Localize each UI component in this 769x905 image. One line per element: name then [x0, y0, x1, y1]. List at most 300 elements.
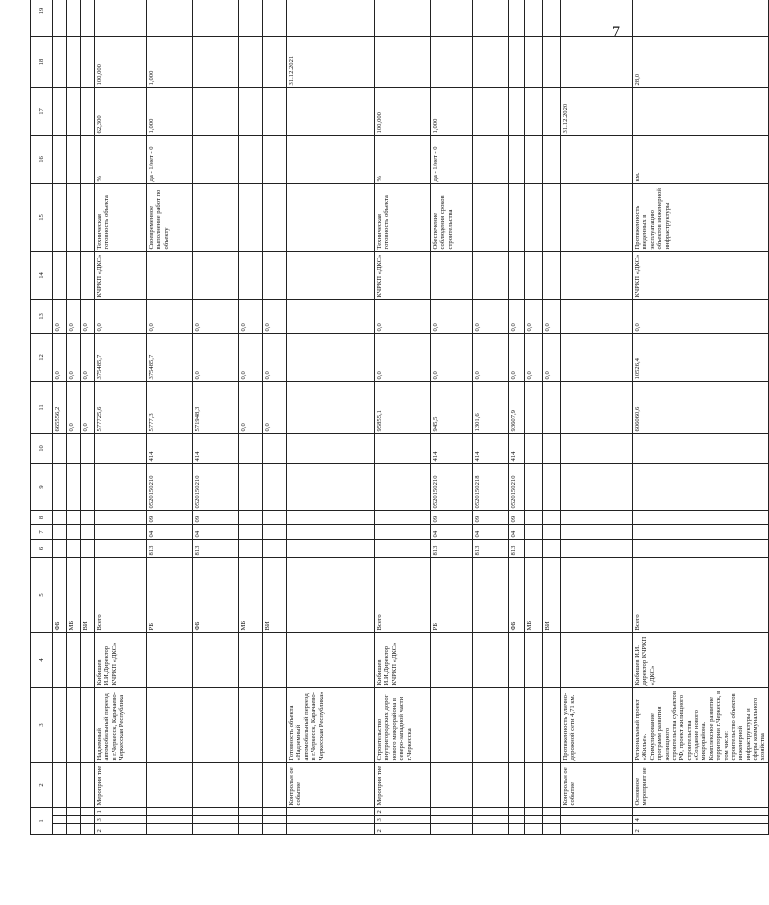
cell-c4 — [263, 632, 287, 687]
cell-c6 — [561, 539, 633, 557]
header-cell-9: 9 — [31, 463, 53, 510]
cell-c14 — [287, 251, 375, 299]
cell-c19 — [287, 0, 375, 36]
cell-c18 — [53, 36, 67, 87]
cell-c13 — [561, 299, 633, 333]
table-row — [287, 0, 375, 835]
cell-c3: Региональный проект «Жилье». Стимулирование программ развития жилищного строительства субъектов РФ, проект жилищного строительства «Создание нового микрорайона. Комплексное развитие территории г.Черкесск, в том числе: строительство объектов инженерной инфраструктуры и сферы коммунального хозяйства — [633, 687, 769, 762]
cell-c19 — [375, 0, 431, 36]
cell-c16 — [263, 135, 287, 183]
cell-c10 — [67, 433, 81, 463]
cell-c11: 0,0 — [263, 381, 287, 433]
cell-c5: РБ — [147, 557, 193, 632]
cell-n1 — [263, 824, 287, 835]
cell-c14 — [193, 251, 239, 299]
cell-c3: Протяженность улично-дорожной сети 4,71 км. — [561, 687, 633, 762]
cell-c12: 0,0 — [239, 333, 263, 381]
cell-c9 — [239, 463, 263, 510]
cell-c9 — [53, 463, 67, 510]
cell-c14: КЧРКП «ДКС» — [95, 251, 147, 299]
cell-n1 — [525, 824, 543, 835]
cell-c5 — [561, 557, 633, 632]
cell-c15 — [193, 183, 239, 251]
table-row — [193, 0, 239, 835]
cell-c18 — [543, 36, 561, 87]
cell-c12: 0,0 — [263, 333, 287, 381]
cell-c12: 0,0 — [509, 333, 525, 381]
cell-c7 — [525, 524, 543, 539]
cell-c13: 0,0 — [431, 299, 473, 333]
cell-n2 — [509, 816, 525, 824]
cell-c7 — [263, 524, 287, 539]
cell-c19 — [543, 0, 561, 36]
cell-c13: 0,0 — [147, 299, 193, 333]
cell-c10: 414 — [509, 433, 525, 463]
cell-c11: 95855,1 — [375, 381, 431, 433]
cell-n1: 2 — [375, 824, 431, 835]
cell-c7: 04 — [473, 524, 509, 539]
cell-c6 — [81, 539, 95, 557]
cell-c8 — [67, 510, 81, 524]
cell-c3 — [67, 687, 81, 762]
cell-n1: 2 — [633, 824, 769, 835]
cell-c4 — [431, 632, 473, 687]
cell-c18 — [375, 36, 431, 87]
header-cell-12: 12 — [31, 333, 53, 381]
cell-c16: % — [375, 135, 431, 183]
cell-c5: Всего — [95, 557, 147, 632]
cell-c4: Кибишев И.И. директор КЧРКП «ДКС» — [633, 632, 769, 687]
cell-c4 — [287, 632, 375, 687]
cell-c18 — [561, 36, 633, 87]
cell-c2: Контрольн ое событие — [287, 762, 375, 807]
cell-c19 — [525, 0, 543, 36]
cell-n2 — [287, 816, 375, 824]
cell-c19 — [53, 0, 67, 36]
cell-c6 — [287, 539, 375, 557]
cell-c18 — [239, 36, 263, 87]
table-row — [53, 0, 67, 835]
cell-c15: Обеспечение соблюдения сроков строительства — [431, 183, 473, 251]
cell-c16 — [561, 135, 633, 183]
cell-c19 — [239, 0, 263, 36]
cell-n3 — [561, 807, 633, 815]
cell-c2 — [525, 762, 543, 807]
cell-c14 — [81, 251, 95, 299]
cell-c7 — [81, 524, 95, 539]
cell-n3 — [509, 807, 525, 815]
cell-c12: 0,0 — [525, 333, 543, 381]
cell-c12: 0,0 — [193, 333, 239, 381]
cell-c9: 0520150210 — [431, 463, 473, 510]
cell-c17 — [525, 87, 543, 135]
cell-c8 — [287, 510, 375, 524]
cell-c9 — [543, 463, 561, 510]
cell-c18: 28,0 — [633, 36, 769, 87]
cell-c18 — [263, 36, 287, 87]
cell-c13 — [287, 299, 375, 333]
table-row — [263, 0, 287, 835]
cell-n3 — [431, 807, 473, 815]
cell-c5: ВИ — [543, 557, 561, 632]
cell-c4 — [561, 632, 633, 687]
cell-c16 — [525, 135, 543, 183]
cell-c2 — [509, 762, 525, 807]
cell-c3 — [239, 687, 263, 762]
cell-c13: 0,0 — [53, 299, 67, 333]
cell-c17 — [473, 87, 509, 135]
header-cell-8: 8 — [31, 510, 53, 524]
cell-c8 — [375, 510, 431, 524]
cell-c9: 0520150210 — [147, 463, 193, 510]
cell-c2 — [431, 762, 473, 807]
cell-c11: 93607,9 — [509, 381, 525, 433]
cell-c6 — [67, 539, 81, 557]
cell-c9 — [525, 463, 543, 510]
cell-c17: 1,000 — [147, 87, 193, 135]
cell-c11: 945,5 — [431, 381, 473, 433]
cell-c3: Готовность объекта «Надземный автомобильный переезд в г.Черкесск, Карачаево-Черкесская Республика» — [287, 687, 375, 762]
cell-c14 — [473, 251, 509, 299]
cell-c17: 1,000 — [431, 87, 473, 135]
table-row — [525, 0, 543, 835]
cell-c8: 09 — [193, 510, 239, 524]
cell-c17 — [543, 87, 561, 135]
cell-c9 — [95, 463, 147, 510]
cell-c13: 0,0 — [95, 299, 147, 333]
cell-n1: 2 — [95, 824, 147, 835]
cell-c12: 0,0 — [375, 333, 431, 381]
cell-c12: 0,0 — [53, 333, 67, 381]
cell-c17: 100,000 — [375, 87, 431, 135]
cell-c17 — [263, 87, 287, 135]
cell-n1 — [53, 824, 67, 835]
cell-c4 — [81, 632, 95, 687]
cell-c16 — [473, 135, 509, 183]
cell-n3 — [525, 807, 543, 815]
rotated-table-wrapper — [30, 7, 767, 835]
cell-n1 — [147, 824, 193, 835]
cell-c10 — [81, 433, 95, 463]
cell-c14 — [67, 251, 81, 299]
cell-n1 — [239, 824, 263, 835]
cell-c5: ВИ — [81, 557, 95, 632]
cell-n1 — [543, 824, 561, 835]
cell-n2 — [81, 816, 95, 824]
cell-c3 — [473, 687, 509, 762]
cell-c6 — [95, 539, 147, 557]
cell-c8: 09 — [473, 510, 509, 524]
cell-c14 — [561, 251, 633, 299]
header-cell-6: 6 — [31, 539, 53, 557]
cell-n1 — [473, 824, 509, 835]
header-cell-7: 7 — [31, 524, 53, 539]
cell-c5: ВИ — [263, 557, 287, 632]
cell-c15 — [525, 183, 543, 251]
cell-c18 — [67, 36, 81, 87]
cell-n3 — [193, 807, 239, 815]
cell-c16: да - 1/нет - 0 — [431, 135, 473, 183]
cell-c5: Всего — [633, 557, 769, 632]
table-row — [147, 0, 193, 835]
cell-c7 — [287, 524, 375, 539]
cell-c10 — [287, 433, 375, 463]
cell-c10 — [53, 433, 67, 463]
cell-c2 — [239, 762, 263, 807]
cell-n1 — [509, 824, 525, 835]
cell-c10: 414 — [147, 433, 193, 463]
cell-c6 — [633, 539, 769, 557]
cell-c9 — [561, 463, 633, 510]
cell-c6 — [525, 539, 543, 557]
cell-c5: МБ — [525, 557, 543, 632]
cell-c6: 813 — [431, 539, 473, 557]
cell-c17 — [633, 87, 769, 135]
cell-c4 — [67, 632, 81, 687]
cell-c8 — [633, 510, 769, 524]
cell-c15: Техническая готовность объекта — [375, 183, 431, 251]
cell-c18 — [473, 36, 509, 87]
cell-c15: Техническая готовность объекта — [95, 183, 147, 251]
cell-c11: 665556,2 — [53, 381, 67, 433]
cell-c13: 0,0 — [633, 299, 769, 333]
cell-c12 — [287, 333, 375, 381]
cell-n2: 4 — [633, 816, 769, 824]
cell-c19 — [147, 0, 193, 36]
cell-c2 — [147, 762, 193, 807]
cell-c12: 375485,7 — [95, 333, 147, 381]
cell-n1 — [81, 824, 95, 835]
cell-c16 — [81, 135, 95, 183]
cell-c2: Мероприя тие — [375, 762, 431, 807]
table-row — [239, 0, 263, 835]
cell-c5 — [287, 557, 375, 632]
cell-c4 — [525, 632, 543, 687]
cell-c3: Строительство внутригородских дорог нового микрорайона в северо-западной части г.Черкесска — [375, 687, 431, 762]
cell-c11: 606060,6 — [633, 381, 769, 433]
cell-c7 — [561, 524, 633, 539]
cell-c9 — [375, 463, 431, 510]
cell-c7: 04 — [147, 524, 193, 539]
cell-c10 — [543, 433, 561, 463]
cell-c6: 813 — [473, 539, 509, 557]
cell-c19 — [473, 0, 509, 36]
cell-n3 — [543, 807, 561, 815]
cell-c17 — [509, 87, 525, 135]
cell-n2 — [53, 816, 67, 824]
cell-c6 — [53, 539, 67, 557]
cell-c6 — [239, 539, 263, 557]
cell-c8 — [525, 510, 543, 524]
cell-c16 — [509, 135, 525, 183]
header-cell-19: 19 — [31, 0, 53, 36]
cell-n3 — [633, 807, 769, 815]
cell-c13: 0,0 — [375, 299, 431, 333]
cell-c13: 0,0 — [543, 299, 561, 333]
header-cell-13: 13 — [31, 299, 53, 333]
cell-c8 — [239, 510, 263, 524]
cell-c12: 0,0 — [543, 333, 561, 381]
cell-c4 — [147, 632, 193, 687]
cell-n2 — [67, 816, 81, 824]
cell-c17 — [287, 87, 375, 135]
cell-c4 — [543, 632, 561, 687]
cell-c3 — [81, 687, 95, 762]
cell-n3 — [81, 807, 95, 815]
cell-c14 — [263, 251, 287, 299]
cell-n3 — [263, 807, 287, 815]
cell-c10 — [525, 433, 543, 463]
cell-c7 — [633, 524, 769, 539]
cell-c16: да - 1/нет - 0 — [147, 135, 193, 183]
cell-c8 — [561, 510, 633, 524]
header-cell-4: 4 — [31, 632, 53, 687]
cell-c2: Контрольн ое событие — [561, 762, 633, 807]
cell-c18 — [193, 36, 239, 87]
cell-n2 — [147, 816, 193, 824]
cell-n2 — [473, 816, 509, 824]
cell-c19 — [431, 0, 473, 36]
cell-c7 — [543, 524, 561, 539]
cell-c9 — [67, 463, 81, 510]
cell-c15 — [263, 183, 287, 251]
cell-c18 — [431, 36, 473, 87]
cell-c2 — [81, 762, 95, 807]
cell-c14: КЧРКП «ДКС» — [633, 251, 769, 299]
cell-c5 — [473, 557, 509, 632]
cell-c16: км. — [633, 135, 769, 183]
cell-c13: 0,0 — [193, 299, 239, 333]
cell-c17 — [81, 87, 95, 135]
header-cell-17: 17 — [31, 87, 53, 135]
cell-c12: 0,0 — [67, 333, 81, 381]
cell-c5: МБ — [67, 557, 81, 632]
cell-c8 — [81, 510, 95, 524]
cell-c7 — [67, 524, 81, 539]
cell-n3: 2 — [375, 807, 431, 815]
cell-c2 — [53, 762, 67, 807]
cell-c18: 100,000 — [95, 36, 147, 87]
cell-c10 — [263, 433, 287, 463]
cell-c16 — [287, 135, 375, 183]
cell-c12: 0,0 — [473, 333, 509, 381]
cell-c13: 0,0 — [239, 299, 263, 333]
cell-c15: Протяженность введенных в эксплуатацию объектов инженерной инфраструктуры — [633, 183, 769, 251]
cell-c10 — [561, 433, 633, 463]
header-cell-1: 1 — [31, 807, 53, 834]
cell-c19 — [193, 0, 239, 36]
cell-c10 — [239, 433, 263, 463]
cell-c12: 375485,7 — [147, 333, 193, 381]
cell-c16 — [67, 135, 81, 183]
cell-c19 — [263, 0, 287, 36]
cell-c14 — [509, 251, 525, 299]
cell-c4: Кибишев И.И.Директор КЧРКП «ДКС» — [375, 632, 431, 687]
cell-c17 — [67, 87, 81, 135]
cell-c2 — [543, 762, 561, 807]
cell-c18 — [509, 36, 525, 87]
cell-c17: 31.12.2020 — [561, 87, 633, 135]
cell-c5: РБ — [431, 557, 473, 632]
cell-c4: Кибишев И.И.Директор КЧРКП «ДКС» — [95, 632, 147, 687]
cell-c4 — [53, 632, 67, 687]
table-row — [375, 0, 431, 835]
cell-c18: 1,000 — [147, 36, 193, 87]
cell-c18 — [525, 36, 543, 87]
cell-c16 — [543, 135, 561, 183]
cell-c11 — [561, 381, 633, 433]
cell-c11: 1301,6 — [473, 381, 509, 433]
cell-c8: 09 — [431, 510, 473, 524]
header-cell-14: 14 — [31, 251, 53, 299]
header-cell-3: 3 — [31, 687, 53, 762]
cell-c14 — [147, 251, 193, 299]
cell-c15 — [561, 183, 633, 251]
cell-n1 — [67, 824, 81, 835]
table-row — [95, 0, 147, 835]
cell-c9 — [263, 463, 287, 510]
table-row — [543, 0, 561, 835]
cell-c3 — [543, 687, 561, 762]
cell-c6: 813 — [509, 539, 525, 557]
cell-c17: 62,300 — [95, 87, 147, 135]
cell-c9 — [81, 463, 95, 510]
cell-c5: ФБ — [509, 557, 525, 632]
cell-c6 — [543, 539, 561, 557]
table-row — [81, 0, 95, 835]
cell-n2: 3 — [375, 816, 431, 824]
cell-c10: 414 — [431, 433, 473, 463]
cell-c12: 10526,4 — [633, 333, 769, 381]
header-cell-10: 10 — [31, 433, 53, 463]
cell-c15 — [509, 183, 525, 251]
cell-n2 — [561, 816, 633, 824]
cell-c5: ФБ — [53, 557, 67, 632]
cell-c3: Надземный автомобильный переезд в г.Черкесск, Карачаево-Черкесская Республика — [95, 687, 147, 762]
cell-c3 — [431, 687, 473, 762]
cell-c14 — [543, 251, 561, 299]
cell-n1 — [431, 824, 473, 835]
header-cell-18: 18 — [31, 36, 53, 87]
cell-c19 — [509, 0, 525, 36]
cell-c15 — [473, 183, 509, 251]
cell-c3 — [509, 687, 525, 762]
cell-c3 — [147, 687, 193, 762]
cell-n3 — [67, 807, 81, 815]
cell-c10: 414 — [193, 433, 239, 463]
program-table — [30, 0, 769, 835]
table-row — [509, 0, 525, 835]
cell-n2 — [525, 816, 543, 824]
cell-c15 — [67, 183, 81, 251]
cell-c11 — [287, 381, 375, 433]
cell-c11: 0,0 — [67, 381, 81, 433]
cell-c8 — [95, 510, 147, 524]
cell-c19 — [67, 0, 81, 36]
cell-n3 — [239, 807, 263, 815]
cell-c2 — [263, 762, 287, 807]
cell-c8 — [543, 510, 561, 524]
cell-c2: Мероприя тие — [95, 762, 147, 807]
cell-c8 — [263, 510, 287, 524]
table-row — [633, 0, 769, 835]
cell-c12: 0,0 — [81, 333, 95, 381]
cell-c2 — [67, 762, 81, 807]
cell-c4 — [193, 632, 239, 687]
cell-c16 — [53, 135, 67, 183]
cell-c7 — [95, 524, 147, 539]
cell-n3 — [473, 807, 509, 815]
